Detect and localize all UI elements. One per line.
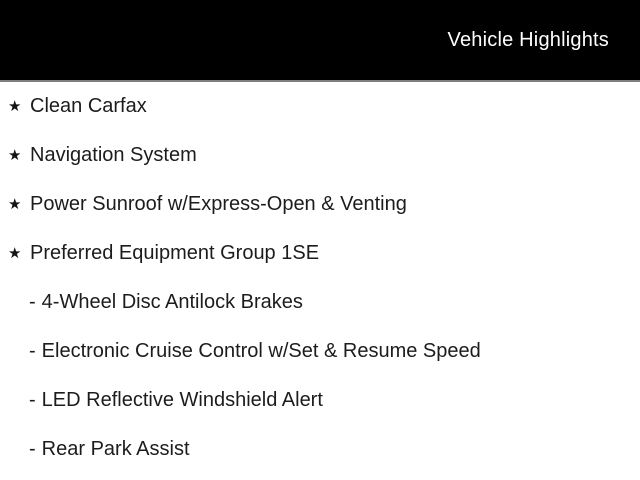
page-title: Vehicle Highlights <box>447 28 609 51</box>
list-item-label: Rear Park Assist <box>41 438 190 460</box>
list-subitem <box>0 376 640 425</box>
list-item <box>0 131 640 180</box>
list-item <box>0 82 640 131</box>
list-item-label: 4-Wheel Disc Antilock Brakes <box>41 291 303 313</box>
star-bullet-icon: ★ <box>8 196 22 213</box>
list-item-label: Navigation System <box>30 144 197 166</box>
list-item-label: Electronic Cruise Control w/Set & Resume Speed <box>41 340 481 362</box>
list-subitem <box>0 425 640 474</box>
dash-bullet: - <box>29 291 36 313</box>
list-item <box>0 180 640 229</box>
list-item-label: LED Reflective Windshield Alert <box>41 389 323 411</box>
dash-bullet: - <box>29 438 36 460</box>
dash-bullet: - <box>29 389 36 411</box>
list-subitem <box>0 278 640 327</box>
list-item <box>0 229 640 278</box>
list-item-label: Power Sunroof w/Express-Open & Venting <box>30 193 407 215</box>
highlights-list <box>0 82 640 474</box>
dash-bullet: - <box>29 340 36 362</box>
list-item-label: Clean Carfax <box>30 95 147 117</box>
list-subitem <box>0 327 640 376</box>
list-item-label: Preferred Equipment Group 1SE <box>30 242 320 264</box>
star-bullet-icon: ★ <box>8 245 22 262</box>
header-bar <box>0 0 640 82</box>
star-bullet-icon: ★ <box>8 98 22 115</box>
star-bullet-icon: ★ <box>8 147 22 164</box>
